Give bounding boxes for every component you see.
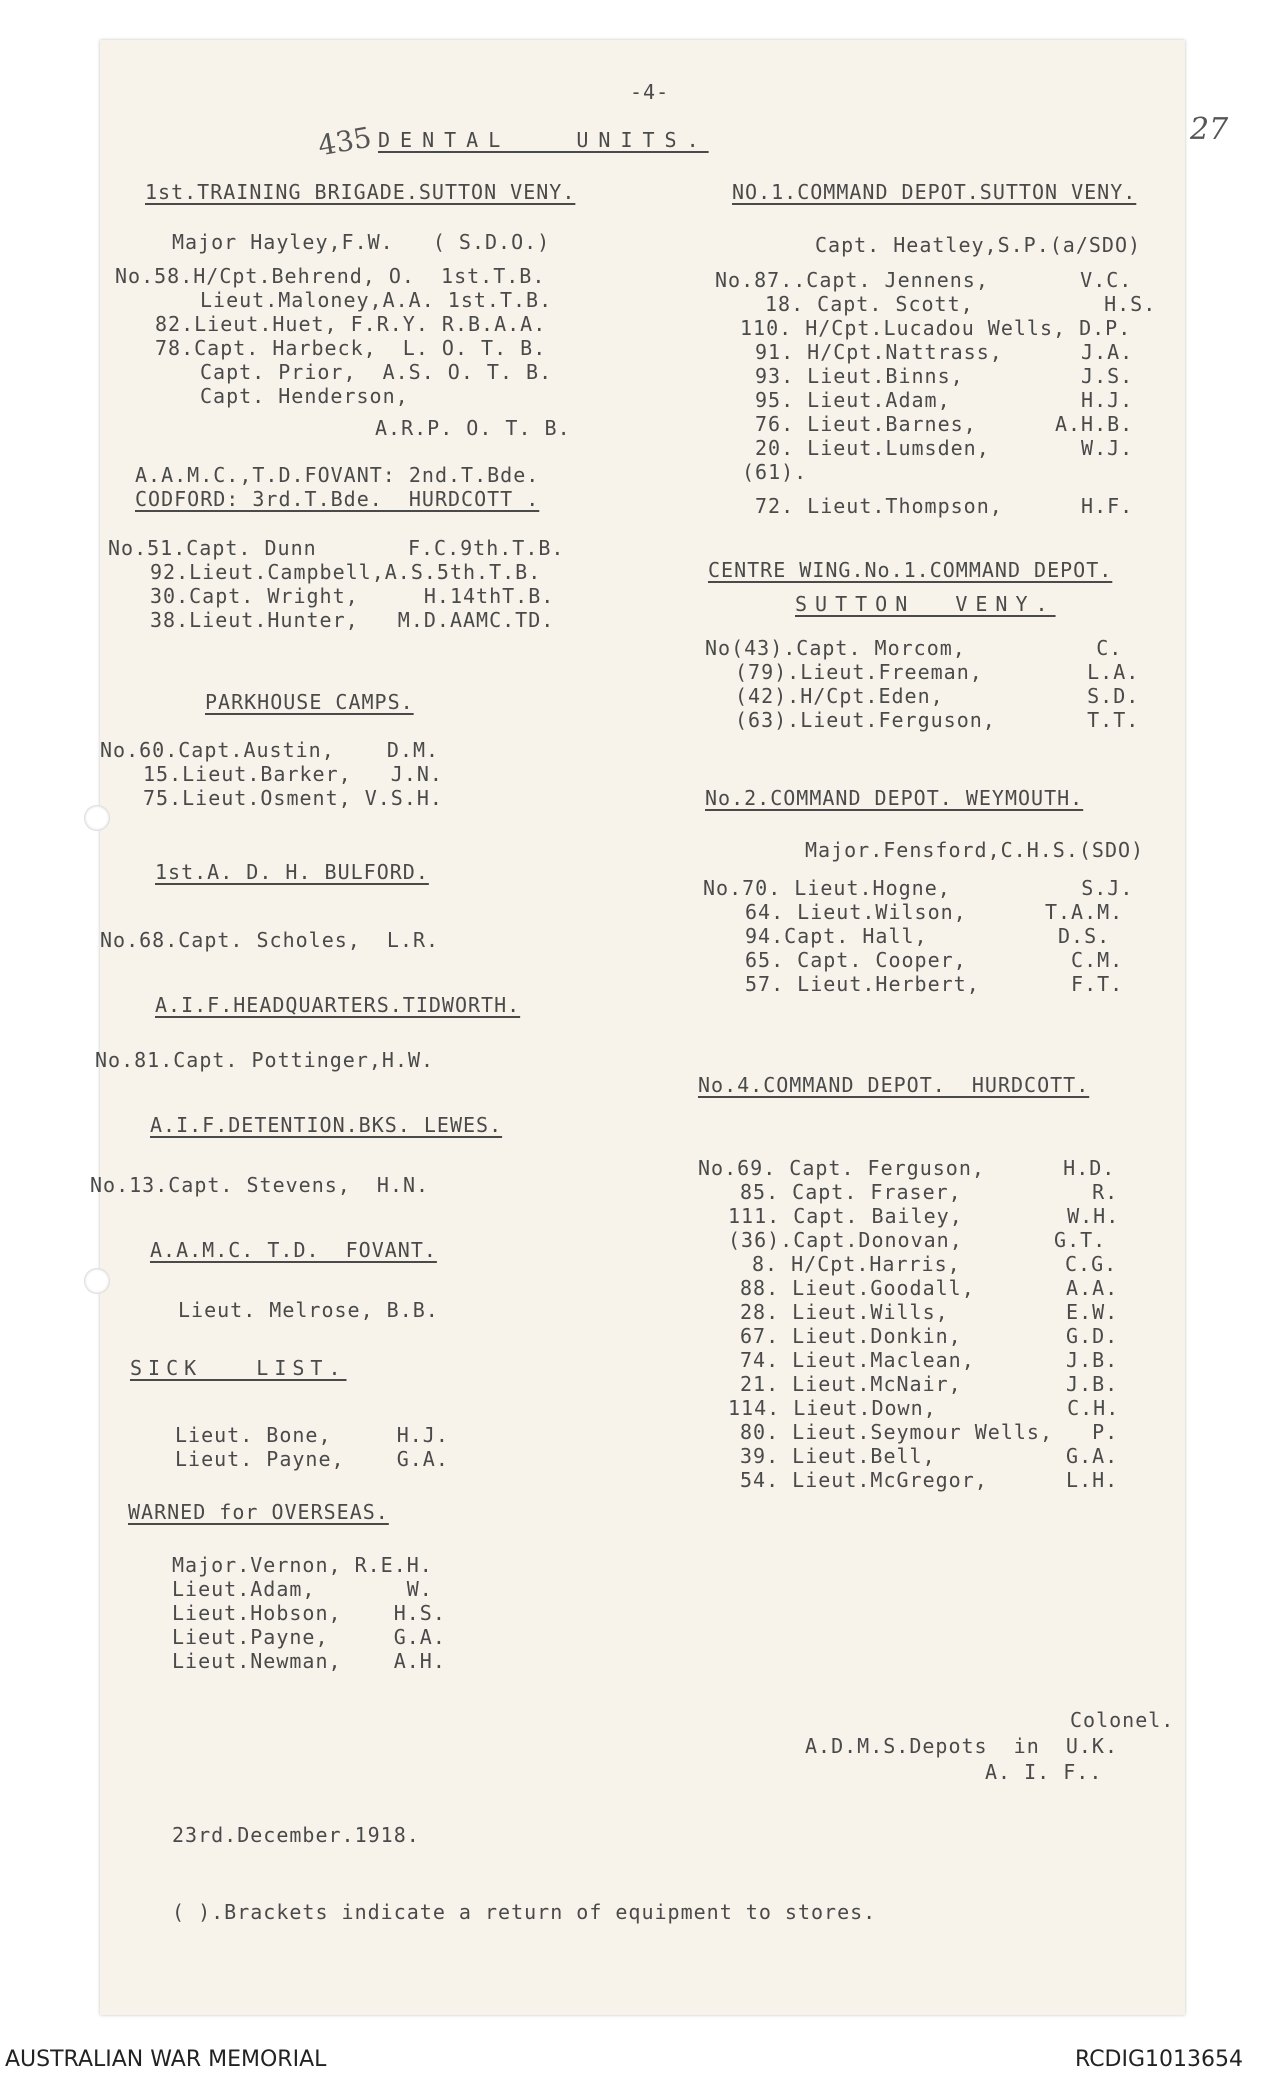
warned-line: Lieut.Adam, W.	[172, 1577, 433, 1601]
parkhouse-line: 75.Lieut.Osment, V.S.H.	[143, 786, 443, 810]
depot4-line: 54. Lieut.McGregor, L.H.	[740, 1468, 1119, 1492]
training-line: Capt. Henderson,	[200, 384, 409, 408]
centre-wing-line: (63).Lieut.Ferguson, T.T.	[735, 708, 1140, 732]
parkhouse-line: No.60.Capt.Austin, D.M.	[100, 738, 440, 762]
training-line: 78.Capt. Harbeck, L. O. T. B.	[155, 336, 547, 360]
depot4-heading: No.4.COMMAND DEPOT. HURDCOTT.	[698, 1073, 1090, 1097]
depot4-line: 21. Lieut.McNair, J.B.	[740, 1372, 1119, 1396]
depot4-line: 111. Capt. Bailey, W.H.	[728, 1204, 1120, 1228]
codford-line: 38.Lieut.Hunter, M.D.AAMC.TD.	[150, 608, 555, 632]
warned-line: Lieut.Hobson, H.S.	[172, 1601, 446, 1625]
depot4-line: (36).Capt.Donovan, G.T.	[728, 1228, 1107, 1252]
aif-detention-heading: A.I.F.DETENTION.BKS. LEWES.	[150, 1113, 503, 1137]
depot2-line: 57. Lieut.Herbert, F.T.	[745, 972, 1124, 996]
document-date: 23rd.December.1918.	[172, 1823, 420, 1847]
sick-list-line: Lieut. Bone, H.J.	[175, 1423, 449, 1447]
brackets-note: ( ).Brackets indicate a return of equipment to stores.	[172, 1900, 877, 1924]
warned-heading: WARNED for OVERSEAS.	[128, 1500, 389, 1524]
punch-hole	[84, 1268, 110, 1294]
depot1-line: 20. Lieut.Lumsden, W.J.	[755, 436, 1134, 460]
training-line: Lieut.Maloney,A.A. 1st.T.B.	[200, 288, 553, 312]
sick-list-line: Lieut. Payne, G.A.	[175, 1447, 449, 1471]
warned-line: Lieut.Payne, G.A.	[172, 1625, 446, 1649]
amc-fovant-line: A.A.M.C.,T.D.FOVANT: 2nd.T.Bde.	[135, 463, 540, 487]
signature-title-aif: A. I. F..	[985, 1760, 1103, 1784]
centre-wing-heading: CENTRE WING.No.1.COMMAND DEPOT.	[708, 558, 1113, 582]
depot1-line: 76. Lieut.Barnes, A.H.B.	[755, 412, 1134, 436]
depot2-line: 64. Lieut.Wilson, T.A.M.	[745, 900, 1124, 924]
signature-rank: Colonel.	[1070, 1708, 1175, 1732]
training-line: 82.Lieut.Huet, F.R.Y. R.B.A.A.	[155, 312, 547, 336]
warned-line: Major.Vernon, R.E.H.	[172, 1553, 433, 1577]
depot4-line: 85. Capt. Fraser, R.	[740, 1180, 1119, 1204]
depot4-line: 39. Lieut.Bell, G.A.	[740, 1444, 1119, 1468]
centre-wing-line: (42).H/Cpt.Eden, S.D.	[735, 684, 1140, 708]
punch-hole	[84, 805, 110, 831]
signature-title: A.D.M.S.Depots in U.K.	[805, 1734, 1118, 1758]
depot1-line: Capt. Heatley,S.P.(a/SDO)	[815, 233, 1142, 257]
aif-detention-line: No.13.Capt. Stevens, H.N.	[90, 1173, 430, 1197]
codford-line: No.51.Capt. Dunn F.C.9th.T.B.	[108, 536, 565, 560]
sick-list-heading: SICK LIST.	[130, 1356, 347, 1380]
corner-folio-pencil: 27	[1190, 112, 1229, 147]
training-brigade-heading: 1st.TRAINING BRIGADE.SUTTON VENY.	[145, 180, 576, 204]
adh-bulford-heading: 1st.A. D. H. BULFORD.	[155, 860, 429, 884]
codford-line: 92.Lieut.Campbell,A.S.5th.T.B.	[150, 560, 542, 584]
depot1-line: No.87..Capt. Jennens, V.C.	[715, 268, 1133, 292]
depot2-line: 94.Capt. Hall, D.S.	[745, 924, 1111, 948]
training-line: A.R.P. O. T. B.	[375, 416, 571, 440]
depot2-heading: No.2.COMMAND DEPOT. WEYMOUTH.	[705, 786, 1084, 810]
depot4-line: 8. H/Cpt.Harris, C.G.	[752, 1252, 1118, 1276]
depot1-line: 93. Lieut.Binns, J.S.	[755, 364, 1134, 388]
depot4-line: 74. Lieut.Maclean, J.B.	[740, 1348, 1119, 1372]
depot1-heading: NO.1.COMMAND DEPOT.SUTTON VENY.	[732, 180, 1137, 204]
footer-id: RCDIG1013654	[1075, 2047, 1244, 2072]
parkhouse-line: 15.Lieut.Barker, J.N.	[143, 762, 443, 786]
centre-wing-line: (79).Lieut.Freeman, L.A.	[735, 660, 1140, 684]
depot2-line: Major.Fensford,C.H.S.(SDO)	[805, 838, 1145, 862]
codford-heading: CODFORD: 3rd.T.Bde. HURDCOTT .	[135, 487, 540, 511]
depot2-line: No.70. Lieut.Hogne, S.J.	[703, 876, 1134, 900]
training-line: No.58.H/Cpt.Behrend, O. 1st.T.B.	[115, 264, 546, 288]
depot4-line: 88. Lieut.Goodall, A.A.	[740, 1276, 1119, 1300]
page-number: -4-	[630, 80, 670, 104]
footer-source: AUSTRALIAN WAR MEMORIAL	[5, 2047, 327, 2072]
depot4-line: No.69. Capt. Ferguson, H.D.	[698, 1156, 1116, 1180]
centre-wing-subheading: SUTTON VENY.	[795, 592, 1056, 616]
centre-wing-line: No(43).Capt. Morcom, C.	[705, 636, 1123, 660]
depot1-line: 95. Lieut.Adam, H.J.	[755, 388, 1134, 412]
training-line: Capt. Prior, A.S. O. T. B.	[200, 360, 553, 384]
codford-line: 30.Capt. Wright, H.14thT.B.	[150, 584, 555, 608]
archive-ref-pencil: 435	[315, 120, 374, 163]
aif-hq-heading: A.I.F.HEADQUARTERS.TIDWORTH.	[155, 993, 521, 1017]
depot1-line: (61).	[742, 460, 808, 484]
depot4-line: 67. Lieut.Donkin, G.D.	[740, 1324, 1119, 1348]
depot4-line: 114. Lieut.Down, C.H.	[728, 1396, 1120, 1420]
aamc-fovant-heading: A.A.M.C. T.D. FOVANT.	[150, 1238, 437, 1262]
parkhouse-heading: PARKHOUSE CAMPS.	[205, 690, 414, 714]
depot2-line: 65. Capt. Cooper, C.M.	[745, 948, 1124, 972]
depot1-line: 91. H/Cpt.Nattrass, J.A.	[755, 340, 1134, 364]
depot4-line: 28. Lieut.Wills, E.W.	[740, 1300, 1119, 1324]
warned-line: Lieut.Newman, A.H.	[172, 1649, 446, 1673]
depot1-line: 110. H/Cpt.Lucadou Wells, D.P.	[740, 316, 1132, 340]
main-title: DENTAL UNITS.	[378, 128, 709, 152]
depot1-line: 72. Lieut.Thompson, H.F.	[755, 494, 1134, 518]
depot1-line: 18. Capt. Scott, H.S.	[765, 292, 1157, 316]
training-line: Major Hayley,F.W. ( S.D.O.)	[172, 230, 551, 254]
adh-bulford-line: No.68.Capt. Scholes, L.R.	[100, 928, 440, 952]
depot4-line: 80. Lieut.Seymour Wells, P.	[740, 1420, 1119, 1444]
aamc-fovant-line: Lieut. Melrose, B.B.	[178, 1298, 439, 1322]
aif-hq-line: No.81.Capt. Pottinger,H.W.	[95, 1048, 435, 1072]
